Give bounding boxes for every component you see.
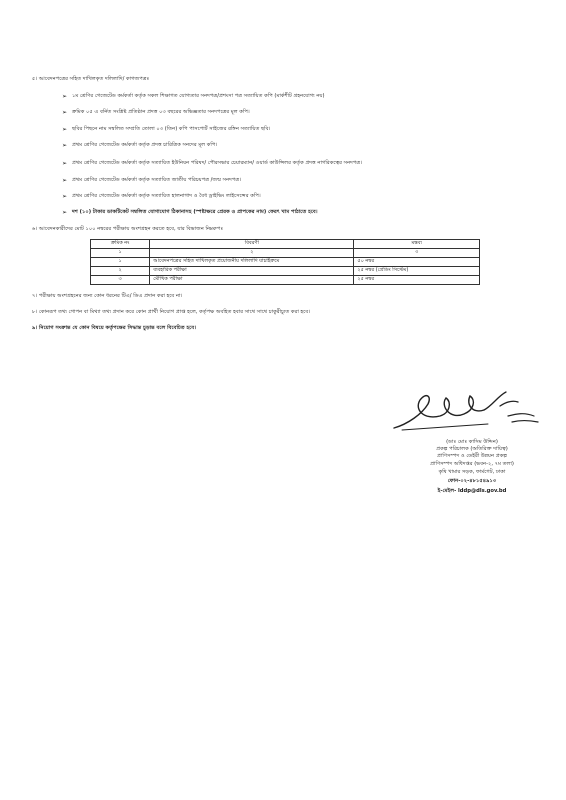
table-row — [91, 276, 480, 285]
table-header-row — [91, 240, 480, 249]
list-item: প্রথম শ্রেণির গেজেটেড কর্মকর্তা কর্তৃক প্রদত্ত চারিত্রিক সনদের মূল কপি। — [72, 142, 218, 148]
signatory-project: প্রাণিসম্পদ ও ডেইরী উন্নয়ন প্রকল্প — [437, 453, 507, 459]
bullet-icon: ➢ — [62, 160, 68, 167]
section-7-text: ৭। পরীক্ষায় অংশগ্রহনের জন্য কোন ধরনের টিএ/ ডিএ প্রদান করা হবে না। — [32, 293, 183, 299]
bullet-icon: ➢ — [62, 142, 68, 149]
list-item: প্রথম শ্রেণির গেজেটেড কর্মকর্তা কর্তৃক সত্যায়িত জাতীয় পরিচয়পত্র /জন্ম সনদপত্র। — [72, 177, 242, 183]
signatory-phone: ফোন-০২-৪৮১৫৪৯১৩ — [447, 478, 497, 484]
list-item: ছবির পিছনে নাম সম্বলিত সম্প্রতি তোলা ০৩ (তিন) কপি পাসপোর্ট সাইজের রঙ্গিন সত্যায়িত ছবি। — [72, 126, 271, 132]
section-8-text: ৮। কোনরূপ তথ্য গোপন বা মিথ্যা তথ্য প্রদান করে কোন প্রার্থী নিয়োগ প্রাপ্ত হলে, কর্তৃপক্ষ অবহিত হবার সাথে সাথে চাকুরীচ্যুত করা হবে। — [32, 309, 311, 315]
signatory-designation: প্রকল্প পরিচালক (অতিরিক্ত দায়িত্ব) — [436, 446, 508, 452]
table-cell: ২ — [91, 267, 150, 276]
section-9-text: ৯। নিয়োগ সংক্রান্ত যে কোন বিষয়ে কর্তৃপক্ষের সিদ্ধান্ত চুড়ান্ত বলে বিবেচিত হবে। — [32, 325, 197, 331]
signatory-email: ই-মেইল- lddp@dls.gov.bd — [437, 488, 507, 494]
table-cell: ৫০ নম্বর — [354, 258, 480, 267]
handwritten-signature — [388, 376, 548, 438]
table-cell: ২৫ নম্বর — [354, 276, 480, 285]
table-cell: ৩ — [91, 276, 150, 285]
table-cell: ব্যবহারিক পরীক্ষা — [150, 267, 354, 276]
column-header: মন্তব্য — [354, 240, 480, 249]
table-cell: ১ — [91, 249, 150, 258]
section-6-heading: ৬। আবেদনকারীদের মোট ১০০ নম্বরের পরীক্ষায় অংশগ্রহন করতে হবে, যার বিভাজন নিম্নরুপঃ — [32, 226, 224, 232]
list-item: ১ম শ্রেণির গেজেটেড কর্মকর্তা কর্তৃক সকল শিক্ষাগত যোগ্যতার সনদপত্র/প্রশংসা পত্র সত্যায়িত কপি (মার্কশীট গ্রহনযোগ্য নয়) — [72, 93, 325, 99]
list-item: প্রথম শ্রেণির গেজেটেড কর্মকর্তা কর্তৃক সত্যায়িত হালনাগাদ ও বৈধ ড্রাইভিং লাইসেন্সের কপি। — [72, 193, 261, 199]
list-item: প্রথম শ্রেণির গেজেটেড কর্মকর্তা কর্তৃক সত্যায়িত ইউনিয়ন পরিষদ/ পৌরসভার চেয়ারম্যান/ ওয়ার্ড কাউন্সিলর কর্তৃক প্রদত্ত নাগরিকত্বের সনদপত্র। — [72, 160, 363, 166]
table-cell: ২ — [150, 249, 354, 258]
table-row — [91, 249, 480, 258]
bullet-icon: ➢ — [62, 193, 68, 200]
table-row — [91, 267, 480, 276]
signatory-name: (ডাঃ মোঃ কাসিম উদ্দিন) — [446, 439, 498, 445]
bullet-icon: ➢ — [62, 126, 68, 133]
bullet-icon: ➢ — [62, 209, 68, 216]
table-cell: আবেদনপত্রের সহিত দাখিলকৃত প্রয়োজনীয় দলিলাদি যাচাইক্রমে — [150, 258, 354, 267]
column-header: বিবরণী — [150, 240, 354, 249]
column-header: ক্রমিক নং — [91, 240, 150, 249]
table-row — [91, 258, 480, 267]
table-cell: ১ — [91, 258, 150, 267]
bullet-icon: ➢ — [62, 93, 68, 100]
list-item: ক্রমিক ০৫ এ বর্নিত সংশ্লিষ্ট প্রতিষ্ঠান প্রদত্ত ০৩ বছরের অভিজ্ঞতার সনদপত্রের মূল কপি। — [72, 109, 250, 115]
table-cell: ২৫ নম্বর (গ্রেডিং সিস্টেম) — [354, 267, 480, 276]
marks-table — [90, 239, 480, 285]
section-5-heading: ৫। আবেদনপত্রের সহিত দাখিলকৃত দলিলাদি/ কাগজপত্রঃ — [32, 76, 150, 82]
table-cell: মৌখিক পরীক্ষা — [150, 276, 354, 285]
signatory-address: কৃষি খামার সড়ক, ফার্মগেট, ঢাকা — [438, 469, 506, 475]
bullet-icon: ➢ — [62, 109, 68, 116]
list-item: দশ (১০) টাকার ডাকটিকেট সম্বলিত যোগাযোগ ঠিকানাসহ (স্পষ্টাক্ষরে প্রেরক ও প্রাপকের নাম) ফেরৎ খাম পাঠাতে হবে। — [72, 209, 318, 215]
signatory-office: প্রাণিসম্পদ অধিদপ্তর (ভবন-২, ৭ম তলা) — [430, 461, 514, 467]
table-cell: ৩ — [354, 249, 480, 258]
bullet-icon: ➢ — [62, 177, 68, 184]
